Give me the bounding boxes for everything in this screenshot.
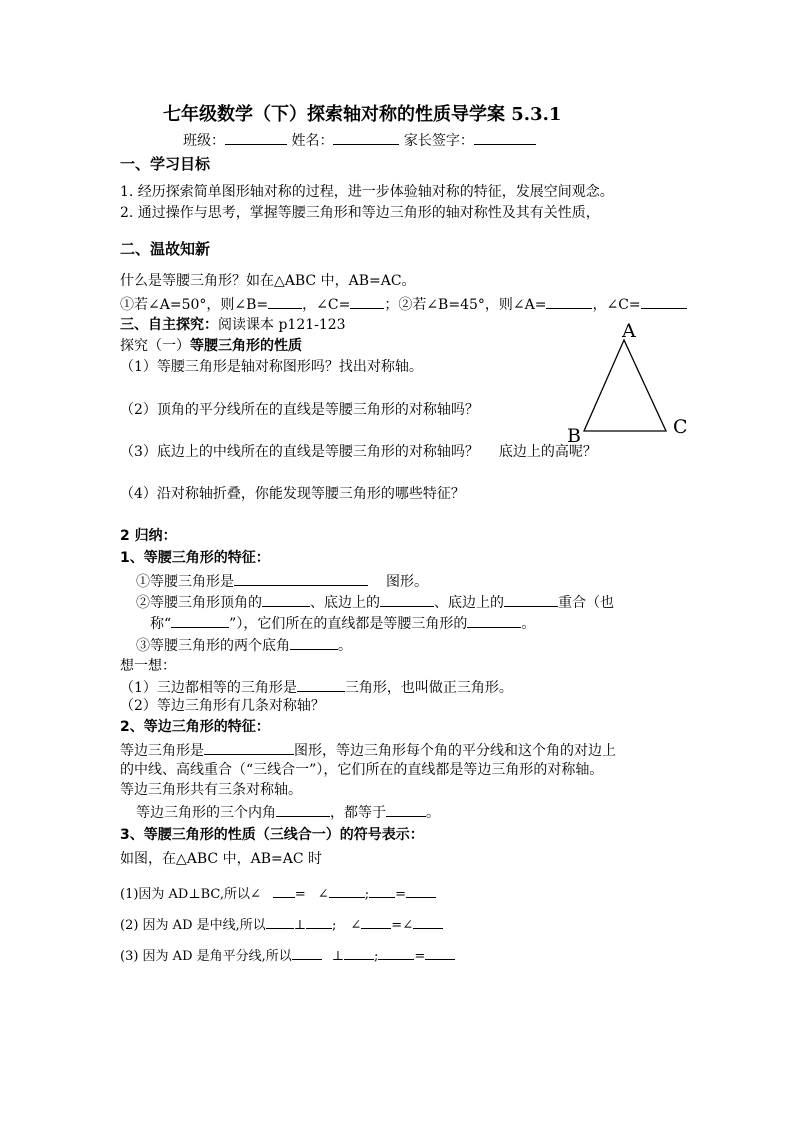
explore-question-2: （2）顶角的平分线所在的直线是等腰三角形的对称轴吗？	[120, 402, 479, 418]
vertex-a-label: A	[622, 320, 636, 342]
symbol-row-3: (3) 因为 AD 是角平分线,所以 ⊥ ; =	[120, 945, 455, 966]
vertex-c-label: C	[673, 416, 688, 438]
summary-heading: 2 归纳：	[120, 528, 177, 544]
answer-blank[interactable]	[467, 613, 521, 628]
class-label: 班级：	[183, 133, 225, 149]
answer-blank[interactable]	[641, 294, 687, 309]
name-label: 姓名：	[291, 133, 334, 149]
answer-blank[interactable]	[262, 592, 310, 607]
answer-blank[interactable]	[204, 740, 294, 755]
reading-assignment: 阅读课本 p121-123	[218, 317, 346, 333]
symbol-row-2: (2) 因为 AD 是中线,所以 ⊥ ; ∠ =∠	[120, 914, 443, 935]
answer-blank[interactable]	[171, 613, 229, 628]
section-goals-heading: 一、学习目标	[120, 155, 211, 173]
symbol-row-1: (1)因为 AD⊥BC,所以∠ = ∠ ; =	[120, 883, 436, 904]
figure-reference: 如图，在△ABC 中，AB=AC 时	[120, 851, 322, 867]
think-heading: 想一想：	[120, 658, 176, 674]
answer-blank[interactable]	[369, 883, 395, 898]
triangle-figure	[560, 315, 700, 445]
answer-blank[interactable]	[329, 883, 365, 898]
answer-blank[interactable]	[297, 677, 345, 692]
section-review-heading: 二、温故知新	[120, 240, 211, 258]
answer-blank[interactable]	[306, 914, 332, 929]
answer-blank[interactable]	[504, 592, 558, 607]
answer-blank[interactable]	[546, 294, 592, 309]
equilateral-features-heading: 2、等边三角形的特征：	[120, 719, 270, 735]
header-line	[183, 130, 536, 150]
review-problem: ①若∠A=50°，则∠B= ，∠C= ；②若∠B=45°，则∠A= ，∠C=	[120, 294, 687, 314]
explore-question-4: （4）沿对称轴折叠，你能发现等腰三角形的哪些特征？	[120, 486, 465, 502]
explore-question-3: （3）底边上的中线所在的直线是等腰三角形的对称轴吗？ 底边上的高呢？	[120, 444, 597, 460]
isosceles-feature-2: ②等腰三角形顶角的 、底边上的 、底边上的 重合（也	[136, 592, 614, 612]
isosceles-feature-3: ③等腰三角形的两个底角 。	[136, 635, 352, 655]
parent-signature-label: 家长签字：	[403, 133, 474, 149]
answer-blank[interactable]	[266, 914, 294, 929]
review-question: 什么是等腰三角形？如在△ABC 中，AB=AC。	[120, 273, 416, 289]
equilateral-line-4: 等边三角形的三个内角 ，都等于 。	[136, 802, 440, 822]
triangle-shape	[584, 340, 666, 431]
answer-blank[interactable]	[350, 294, 384, 309]
answer-blank[interactable]	[425, 945, 455, 960]
section-explore-line	[120, 316, 346, 334]
page-title: 七年级数学（下）探索轴对称的性质导学案 5.3.1	[163, 104, 562, 125]
equilateral-line-3: 等边三角形共有三条对称轴。	[120, 782, 302, 798]
parent-signature-blank[interactable]	[474, 130, 536, 145]
answer-blank[interactable]	[361, 914, 391, 929]
answer-blank[interactable]	[386, 802, 426, 817]
answer-blank[interactable]	[292, 945, 322, 960]
explore-title: 等腰三角形的性质	[190, 338, 302, 354]
answer-blank[interactable]	[406, 883, 436, 898]
answer-blank[interactable]	[290, 635, 338, 650]
equilateral-line-1: 等边三角形是 图形，等边三角形每个角的平分线和这个角的对边上	[120, 740, 616, 760]
answer-blank[interactable]	[380, 592, 434, 607]
isosceles-features-heading: 1、等腰三角形的特征：	[120, 550, 270, 566]
section-explore-heading: 三、自主探究：	[120, 317, 218, 333]
answer-blank[interactable]	[276, 802, 330, 817]
answer-blank[interactable]	[344, 945, 374, 960]
answer-blank[interactable]	[413, 914, 443, 929]
name-blank[interactable]	[333, 130, 399, 145]
equilateral-line-2: 的中线、高线重合（“三线合一”），它们所在的直线都是等边三角形的对称轴。	[120, 762, 604, 778]
answer-blank[interactable]	[378, 945, 414, 960]
answer-blank[interactable]	[268, 294, 302, 309]
think-question-2: （2）等边三角形有几条对称轴？	[120, 698, 325, 714]
class-blank[interactable]	[225, 130, 287, 145]
isosceles-feature-1: ①等腰三角形是 图形。	[136, 571, 428, 591]
answer-blank[interactable]	[273, 883, 295, 898]
explore-question-1: （1）等腰三角形是轴对称图形吗？找出对称轴。	[120, 359, 423, 375]
answer-blank[interactable]	[234, 571, 368, 586]
think-question-1: （1）三边都相等的三角形是 三角形，也叫做正三角形。	[120, 677, 513, 697]
vertex-b-label: B	[567, 425, 581, 445]
symbol-form-heading: 3、等腰三角形的性质（三线合一）的符号表示：	[120, 827, 424, 843]
explore-title-line: 探究（一）等腰三角形的性质	[120, 338, 302, 354]
isosceles-feature-2-cont: 称“ ”），它们所在的直线都是等腰三角形的 。	[150, 613, 535, 633]
goal-1: 1. 经历探索简单图形轴对称的过程，进一步体验轴对称的特征，发展空间观念。	[120, 184, 614, 200]
goal-2: 2. 通过操作与思考，掌握等腰三角形和等边三角形的轴对称性及其有关性质，	[120, 205, 600, 221]
